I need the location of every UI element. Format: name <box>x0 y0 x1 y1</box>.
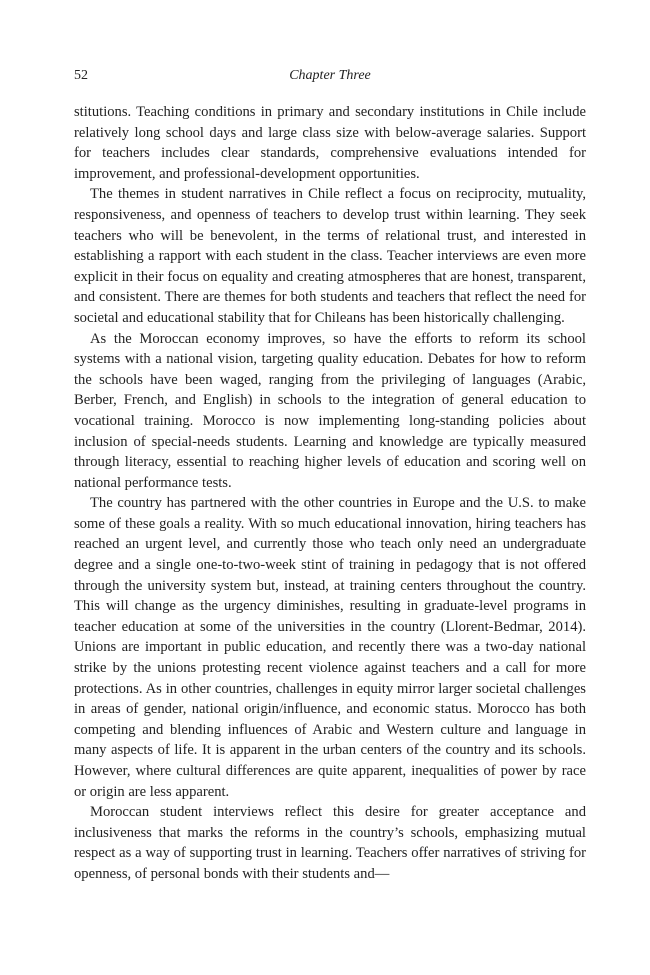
paragraph-partnerships: The country has partnered with the other countries in Europe and the U.S. to make some of these goals a reality. With so much educational innovation, hiring teachers has reached an urgent level, and currently those who teach only need an undergraduate degree and a single one-to-two-week stint of training in pedagogy that is not offered through the university system but, instead, at training centers throughout the country. This will change as the urgency diminishes, resulting in graduate-level programs in teacher education at some of the universities in the country (Llorent-Bedmar, 2014). Unions are important in public education, and recently there was a two-day national strike by the unions protesting recent violence against teachers and a call for more protections. As in other countries, challenges in equity mirror larger societal challenges in areas of gender, national origin/influence, and economic status. Morocco has both competing and blending influences of Arabic and Western culture and language in many aspects of life. It is apparent in the urban centers of the country and its schools. However, where cultural differences are quite apparent, inequalities of power by race or origin are less apparent. <box>74 495 586 800</box>
paragraph-student-interviews: Moroccan student interviews reflect this desire for greater acceptance and inclusiveness that marks the reforms in the country’s schools, emphasizing mutual respect as a way of supporting trust in learning. Teachers offer narratives of striving for openness, of personal bonds with their students and— <box>74 804 586 882</box>
running-head <box>74 66 586 86</box>
chapter-title: Chapter Three <box>289 68 371 83</box>
paragraph-chile-narratives: The themes in student narratives in Chile reflect a focus on reciprocity, mutuality, responsiveness, and openness of teachers to develop trust within learning. They seek teachers who will be benevolent, in the terms of relational trust, and interested in establishing a rapport with each student in the class. Teacher interviews are even more explicit in their focus on equality and creating atmospheres that are honest, transparent, and consistent. There are themes for both students and teachers that reflect the need for societal and educational stability that for Chileans has been historically challenging. <box>74 186 586 326</box>
page-number: 52 <box>74 68 88 83</box>
paragraph-moroccan-economy: As the Moroccan economy improves, so have the efforts to reform its school systems with a national vision, targeting quality education. Debates for how to reform the schools have been waged, ranging from the privileging of languages (Arabic, Berber, French, and English) in schools to the integration of general education to vocational training. Morocco is now implementing long-standing policies about inclusion of special-needs students. Learning and knowledge are typically measured through literacy, essential to reaching higher levels of education and scoring well on national performance tests. <box>74 330 586 491</box>
paragraph-continuation: stitutions. Teaching conditions in primary and secondary institutions in Chile include relatively long school days and large class size with below-average salaries. Support for teachers includes clear standards, comprehensive evaluations intended for improvement, and professional-development opportunities. <box>74 104 586 182</box>
body-text <box>74 102 586 885</box>
